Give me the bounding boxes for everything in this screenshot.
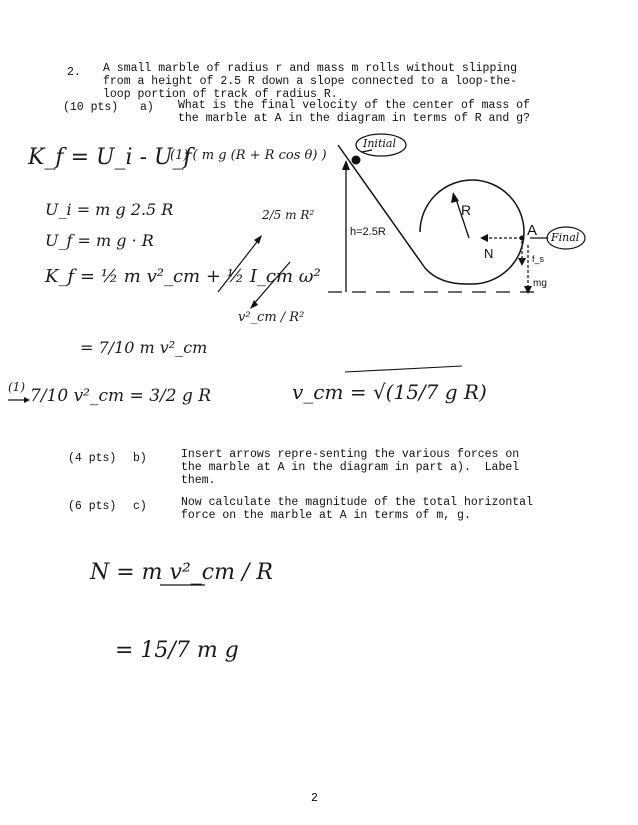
part-b-letter: b) (133, 452, 147, 465)
loop-arc (420, 180, 524, 284)
kf-energy-equation: K_f = U_i - U_f (28, 145, 192, 170)
omega-pointer (252, 262, 290, 306)
normal-force-arrowhead (480, 234, 488, 242)
final-label: Final (551, 231, 580, 244)
velocity-relation: 7/10 v²_cm = 3/2 g R (30, 386, 212, 406)
slope-line (338, 145, 425, 268)
part-a-letter: a) (140, 101, 154, 114)
problem-statement-line-3: loop portion of track of radius R. (103, 88, 338, 101)
uf-equation: U_f = m g · R (45, 231, 154, 250)
part-c-line-1: Now calculate the magnitude of the total horizontal (181, 496, 533, 509)
problem-statement-line-2: from a height of 2.5 R down a slope connected to a loop-the- (103, 75, 518, 88)
kf-kinetic-equation: K_f = ½ m v²_cm + ½ I_cm ω² (45, 266, 321, 287)
normal-force-result: = 15/7 m g (115, 638, 239, 663)
height-label: h=2.5R (350, 226, 386, 238)
normal-label: N (484, 246, 494, 261)
part-c-letter: c) (133, 500, 147, 513)
part-c-line-2: force on the marble at A in terms of m, g. (181, 509, 471, 522)
radius-label: R (461, 202, 472, 218)
part-a-line-1: What is the final velocity of the center of mass of (178, 99, 530, 112)
initial-marble (352, 156, 361, 165)
radius-arrowhead (451, 192, 459, 203)
vcm-result: v_cm = √(15/7 g R) (292, 380, 487, 404)
friction-label: f_s (532, 254, 545, 264)
part-a-points: (10 pts) (63, 101, 119, 114)
part-b-points: (4 pts) (68, 452, 117, 465)
part-b-line-3: them. (181, 474, 216, 487)
result-mark: (1) (8, 380, 25, 394)
problem-number: 2. (67, 66, 81, 79)
weight-arrowhead (524, 286, 532, 294)
seven-tenths-equation: = 7/10 m v²_cm (80, 338, 208, 357)
slope-curve (425, 268, 470, 284)
point-a-label: A (527, 222, 538, 239)
weight-label: mg (533, 278, 547, 289)
sqrt-bar (345, 366, 462, 372)
inertia-pointer-head (254, 235, 262, 244)
page-number: 2 (311, 792, 318, 805)
omega-annotation: v²_cm / R² (238, 310, 305, 325)
initial-label: Initial (363, 137, 396, 150)
initial-pointer (362, 150, 372, 152)
implies-arrowhead (24, 397, 30, 403)
ui-equation: U_i = m g 2.5 R (45, 200, 174, 219)
part-a-line-2: the marble at A in the diagram in terms of R and g? (178, 112, 530, 125)
inertia-annotation: 2/5 m R² (262, 208, 315, 222)
friction-arrowhead (518, 258, 526, 266)
marble-at-a (520, 236, 525, 241)
part-c-points: (6 pts) (68, 500, 117, 513)
inertia-pointer (218, 238, 260, 292)
energy-note: (1) ( m g (R + R cos θ) ) (170, 148, 327, 163)
part-b-line-1: Insert arrows repre-senting the various forces on (181, 448, 520, 461)
part-b-line-2: the marble at A in the diagram in part a). Label (181, 461, 520, 474)
normal-force-equation: N = m v²_cm / R (90, 560, 273, 585)
problem-statement-line-1: A small marble of radius r and mass m rolls without slipping (103, 62, 518, 75)
